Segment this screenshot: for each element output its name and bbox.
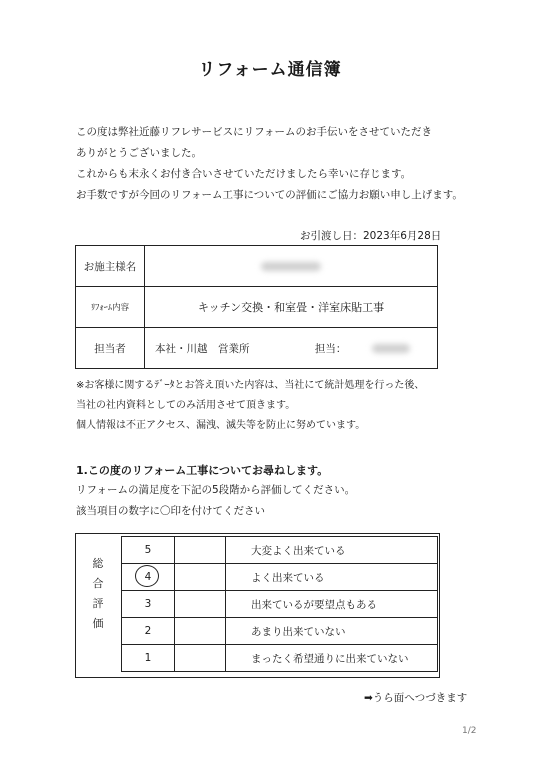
privacy-notes [76,376,516,436]
eval-text: 出来ているが要望点もある [226,591,438,618]
eval-text: よく出来ている [226,564,438,591]
eval-num-selected[interactable]: 4 [122,564,175,591]
client-row [76,246,438,287]
eval-text: 大変よく出来ている [226,537,438,564]
reform-row [76,287,438,328]
question-desc-line: 該当項目の数字に〇印を付けてください [76,505,265,517]
intro-line: お手数ですが今回のリフォーム工事についての評価にご協力お願い申し上げます。 [76,189,463,201]
question-title: 1.この度のリフォーム工事についてお尋ねします。 [76,464,329,477]
continue-note: ➡うら面へつづきます [364,692,468,704]
staff-row [76,328,438,369]
evaluation-table [121,536,438,672]
delivery-date: お引渡し日：2023年6月28日 [300,230,442,242]
page-title: リフォーム通信簿 [198,60,342,80]
eval-row-1[interactable] [122,645,438,672]
person-name-redacted [372,344,410,353]
client-name-redacted [145,246,438,287]
eval-row-4[interactable] [122,564,438,591]
person-label: 担当： [314,342,347,355]
eval-num[interactable]: 3 [122,591,175,618]
evaluation-section [75,533,440,678]
info-table [75,245,438,369]
eval-row-3[interactable] [122,591,438,618]
note-line: 当社の社内資料としてのみ活用させて頂きます。 [76,400,296,411]
reform-label: ﾘﾌｫｰﾑ内容 [76,287,145,328]
staff-cell [145,328,438,369]
eval-num[interactable]: 5 [122,537,175,564]
eval-num[interactable]: 1 [122,645,175,672]
note-line: 個人情報は不正アクセス、漏洩、滅失等を防止に努めています。 [76,420,366,431]
client-label: お施主様名 [76,246,145,287]
selection-circle-icon [135,565,159,587]
intro-line: これからも末永くお付き合いさせていただけましたら幸いに存じます。 [76,168,412,180]
eval-row-2[interactable] [122,618,438,645]
eval-text: あまり出来ていない [226,618,438,645]
intro-line: ありがとうございました。 [76,147,202,159]
staff-label: 担当者 [76,328,145,369]
note-line: ※お客様に関するﾃﾞｰﾀとお答え頂いた内容は、当社にて統計処理を行った後、 [76,380,425,391]
intro-text [76,122,496,206]
branch-name: 本社・川越 営業所 [155,342,250,355]
question-desc-line: リフォームの満足度を下記の5段階から評価してください。 [76,484,356,496]
eval-num[interactable]: 2 [122,618,175,645]
question-description [76,480,355,522]
reform-content: キッチン交換・和室畳・洋室床貼工事 [145,287,438,328]
eval-text: まったく希望通りに出来ていない [226,645,438,672]
evaluation-label: 総 合 評 価 [92,557,104,630]
intro-line: この度は弊社近藤リフレサービスにリフォームのお手伝いをさせていただき [76,126,433,138]
page-number: 1/2 [462,726,477,736]
eval-row-5[interactable] [122,537,438,564]
